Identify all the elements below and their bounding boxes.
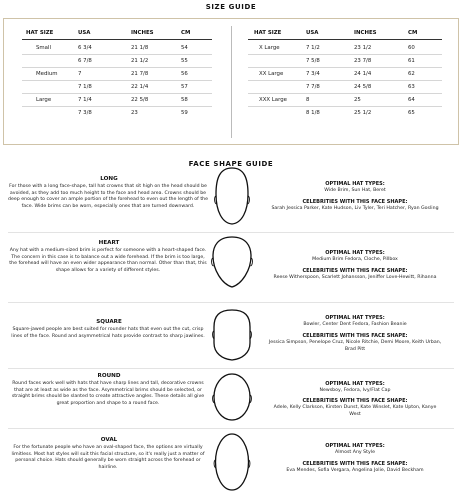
row-rule	[248, 106, 442, 107]
celebrities-heart: Reese Witherspoon, Scarlett Johansson, Jeniffer Love-Hewitt, Rihanna	[273, 275, 437, 280]
hat-types-oval: Almost Any Style	[335, 450, 375, 455]
table-cell: 7 7/8	[306, 84, 320, 90]
table-cell: 61	[408, 58, 415, 64]
hat-types-heading: OPTIMAL HAT TYPES:	[325, 381, 385, 387]
hat-types-square: Bowler, Center Dent Fedora, Fashion Beanie	[303, 322, 407, 327]
table-cell: 24 1/4	[354, 71, 372, 77]
right-header-hat-size: HAT SIZE	[254, 30, 282, 36]
celebrities-heading: CELEBRITIES WITH THIS FACE SHAPE:	[302, 398, 408, 404]
table-cell: XX Large	[259, 71, 284, 77]
celebrities-oval: Eva Mendes, Sofia Vergara, Angelina Jolie, David Beckham	[286, 468, 424, 473]
face-shape-guide-title: FACE SHAPE GUIDE	[188, 160, 274, 168]
shape-name-long: LONG	[100, 176, 118, 182]
celebrities-heading: CELEBRITIES WITH THIS FACE SHAPE:	[302, 461, 408, 467]
shape-name-oval: OVAL	[100, 437, 118, 443]
table-cell: 65	[408, 110, 415, 116]
row-rule	[22, 54, 212, 55]
right-header-inches: INCHES	[354, 30, 377, 36]
right-header-rule	[248, 39, 442, 40]
table-cell: 63	[408, 84, 415, 90]
table-cell: 6 7/8	[78, 58, 92, 64]
table-cell: 7 3/8	[78, 110, 92, 116]
table-cell: 21 1/2	[131, 58, 149, 64]
table-divider	[231, 26, 232, 138]
hat-types-heading: OPTIMAL HAT TYPES:	[325, 250, 385, 256]
table-cell: 23 1/2	[354, 45, 372, 51]
table-cell: 8 1/8	[306, 110, 320, 116]
table-cell: 55	[181, 58, 188, 64]
table-cell: 24 5/8	[354, 84, 372, 90]
table-cell: 23 7/8	[354, 58, 372, 64]
table-cell: X Large	[259, 45, 280, 51]
row-rule	[22, 80, 212, 81]
table-cell: 7 1/2	[306, 45, 320, 51]
table-cell: 6 3/4	[78, 45, 92, 51]
shape-description-oval: For the fortunate people who have an oval-shaped face, the options are virtually limitless. Most hat styles will suit this facial structure, so it's really just a matter of personal choice. Hats should generally be worn straight across the forehead or hairline.	[11, 445, 205, 470]
hat-types-heading: OPTIMAL HAT TYPES:	[325, 181, 385, 187]
left-header-inches: INCHES	[131, 30, 154, 36]
hat-types-heading: OPTIMAL HAT TYPES:	[325, 443, 385, 449]
table-cell: 23	[131, 110, 138, 116]
table-cell: 64	[408, 97, 415, 103]
right-header-usa: USA	[306, 30, 319, 36]
table-cell: 7 5/8	[306, 58, 320, 64]
table-cell: 59	[181, 110, 188, 116]
shape-description-square: Square-jawed people are best suited for rounder hats that even out the cut, crisp lines of the face. Round and asymmetrical hats provide contrast to sharp jawlines.	[11, 327, 205, 339]
table-cell: 7	[78, 71, 82, 77]
table-cell: 25	[354, 97, 361, 103]
celebrities-heading: CELEBRITIES WITH THIS FACE SHAPE:	[302, 333, 408, 339]
table-cell: 7 3/4	[306, 71, 320, 77]
celebrities-long: Sarah Jessica Parker, Kate Hudson, Liv Tyler, Teri Hatcher, Ryan Gosling	[271, 206, 439, 211]
shape-description-long: For those with a long face-shape, tall hat crowns that sit high on the head should be avoided, as they add too much height to the face and head area. Crowns should be deep enough to cover an ample portion of the forehead to even out the length of the face. Wide brims can be worn, especially ones that are turned downward.	[8, 184, 209, 209]
row-rule	[248, 93, 442, 94]
table-cell: 21 1/8	[131, 45, 149, 51]
section-divider	[8, 302, 454, 303]
oval-face-icon	[212, 431, 252, 493]
celebrities-round: Adele, Kelly Clarkson, Kirsten Dunst, Kate Winslet, Kate Upton, Kanye West	[273, 405, 437, 417]
shape-name-round: ROUND	[97, 373, 121, 379]
size-guide-title: SIZE GUIDE	[205, 3, 257, 11]
shape-name-heart: HEART	[98, 240, 120, 246]
left-header-hat-size: HAT SIZE	[26, 30, 54, 36]
section-divider	[8, 368, 454, 369]
table-cell: 60	[408, 45, 415, 51]
table-cell: 21 7/8	[131, 71, 149, 77]
table-cell: 57	[181, 84, 188, 90]
long-face-icon	[213, 166, 251, 226]
heart-face-icon	[210, 234, 254, 290]
celebrities-heading: CELEBRITIES WITH THIS FACE SHAPE:	[302, 268, 408, 274]
table-cell: 22 5/8	[131, 97, 149, 103]
hat-types-heading: OPTIMAL HAT TYPES:	[325, 315, 385, 321]
table-cell: 7 1/8	[78, 84, 92, 90]
section-divider	[8, 428, 454, 429]
left-header-rule	[22, 39, 212, 40]
hat-types-heart: Medium Brim Fedora, Cloche, Pillbox	[312, 257, 398, 262]
table-cell: 7 1/4	[78, 97, 92, 103]
hat-types-long: Wide Brim, Sun Hat, Beret	[324, 188, 386, 193]
square-face-icon	[211, 307, 253, 363]
section-divider	[8, 232, 454, 233]
row-rule	[248, 80, 442, 81]
row-rule	[22, 106, 212, 107]
round-face-icon	[211, 371, 253, 423]
table-cell: 22 1/4	[131, 84, 149, 90]
table-cell: 56	[181, 71, 188, 77]
celebrities-heading: CELEBRITIES WITH THIS FACE SHAPE:	[302, 199, 408, 205]
row-rule	[22, 67, 212, 68]
shape-name-square: SQUARE	[96, 319, 122, 325]
left-header-cm: CM	[181, 30, 191, 36]
shape-description-round: Round faces work well with hats that have sharp lines and tall, decorative crowns that are at least as wide as the face. Asymmetrical brims should be selected, or straight brims should be slanted to create attractive angles. These details all give great proportion and shape to a round face.	[11, 381, 205, 406]
table-cell: 25 1/2	[354, 110, 372, 116]
size-guide-table	[3, 18, 459, 145]
left-header-usa: USA	[78, 30, 91, 36]
table-cell: 54	[181, 45, 188, 51]
table-cell: Large	[36, 97, 52, 103]
shape-description-heart: Any hat with a medium-sized brim is perfect for someone with a heart-shaped face. The concern in this case is to balance out a wide forehead. If the brim is too large, the forehead will have an even wider appearance than normal. Other than that, this shape allows for a variety of different styles.	[9, 248, 207, 273]
right-header-cm: CM	[408, 30, 418, 36]
table-cell: 58	[181, 97, 188, 103]
table-cell: 62	[408, 71, 415, 77]
table-cell: 8	[306, 97, 310, 103]
table-cell: Small	[36, 45, 51, 51]
hat-types-round: Newsboy, Fedora, Ivy/Flat Cap	[319, 388, 391, 393]
row-rule	[248, 67, 442, 68]
celebrities-square: Jessica Simpson, Penelope Cruz, Nicole Ritchie, Demi Moore, Keith Urban, Brad Pitt	[268, 340, 442, 352]
table-cell: Medium	[36, 71, 58, 77]
row-rule	[22, 93, 212, 94]
row-rule	[248, 54, 442, 55]
table-cell: XXX Large	[259, 97, 287, 103]
